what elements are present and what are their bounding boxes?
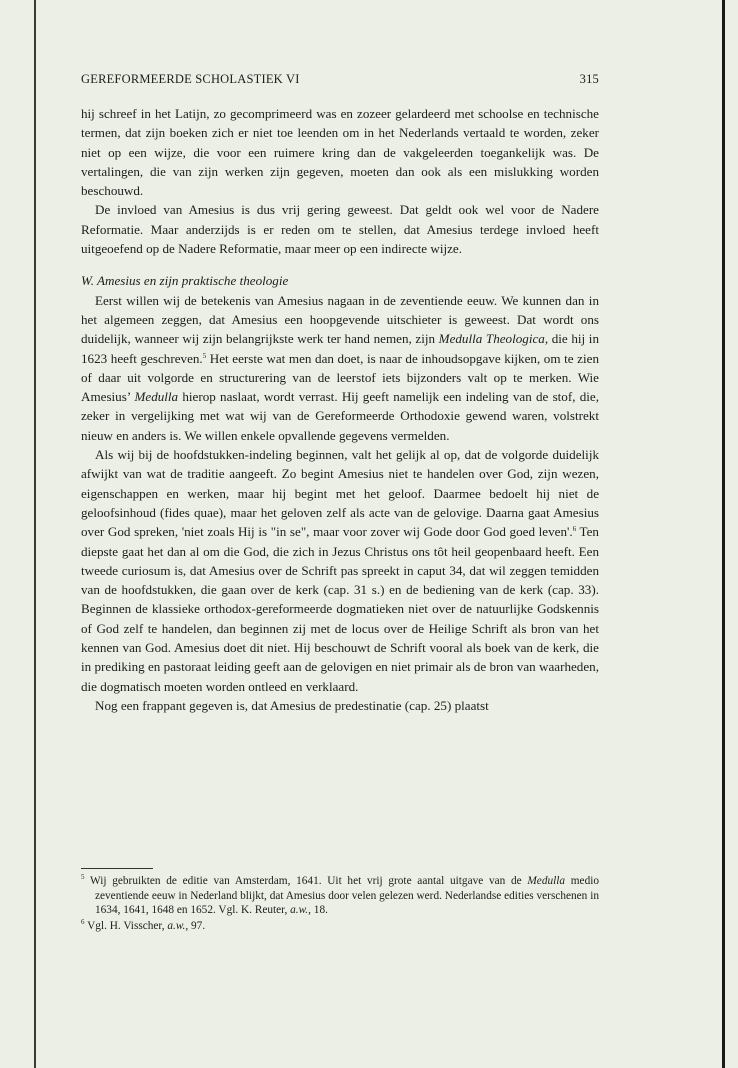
footnote-5-text-c: 18.	[310, 904, 328, 917]
footnote-6-text-a: Vgl. H. Visscher,	[87, 920, 168, 933]
footnote-5-text-a: Wij gebruikten de editie van Amsterdam, 1641. Uit het vrij grote aantal uitgave van de	[90, 875, 528, 887]
paragraph-3-text-d: hierop naslaat, wordt verrast. Hij geeft namelijk een indeling van de stof, die, zeker in vergelijking met wat wij van de Gereformeerde Orthodoxie gewend waren, volstrekt nieuw en anders is. We willen enkele opvallende gegevens vermelden.	[81, 389, 599, 443]
footnote-5-mark: 5	[81, 873, 85, 881]
book-title-medulla-theologica: Medulla Theologica,	[438, 331, 549, 347]
book-title-medulla: Medulla	[134, 389, 179, 405]
footnote-6-text-b: 97.	[188, 920, 206, 933]
paragraph-4-text-a: Als wij bij de hoofdstukken-indeling beginnen, valt het gelijk al op, dat de volgorde duidelijk afwijkt van wat de traditie aangeeft. Zo begint Amesius niet te handelen over God, zijn wezen, eigenschappen en werken, maar hij begint met het geloof. Daarmee bedoelt hij niet de geloofsinhoud (fides quae), maar het geloven zelf als acte van de gelovige. Daarna gaat Amesius over God spreken, 'niet zoals Hij is "in se", maar voor zover wij Gode door God goed leven'.	[81, 447, 599, 540]
paragraph-3-text-b: die hij in 1623 heeft geschreven.	[81, 331, 599, 366]
footnote-6-mark: 6	[81, 918, 85, 927]
footnote-6	[81, 919, 599, 934]
paragraph-3-text-c: Het eerste wat men dan doet, is naar de inhoudsopgave kijken, om te zien of daar uit volgorde en structurering van de leerstof iets bijzonders valt op te merken. Wie Amesius’	[81, 350, 599, 405]
paragraph-4	[81, 445, 599, 696]
paragraph-5: Nog een frappant gegeven is, dat Amesius de predestinatie (cap. 25) plaatst	[95, 697, 489, 713]
footnotes	[81, 874, 599, 934]
footnote-5	[81, 874, 599, 918]
footnote-5-text-b: medio zeventiende eeuw in Nederland blijkt, dat Amesius door velen gelezen werd. Nederlandse edities verschenen in 1634, 1641, 1648 en 1652. Vgl. K. Reuter,	[95, 875, 600, 917]
scan-right-edge	[722, 0, 725, 1068]
section-heading: W. Amesius en zijn praktische theologie	[81, 273, 289, 289]
scan-left-edge	[34, 0, 36, 1068]
paragraph-1: hij schreef in het Latijn, zo gecomprimeerd was en zozeer gelardeerd met schoolse en technische termen, dat zijn boeken zich er niet toe leenden om in het Nederlands vertaald te worden, zeker niet op een wijze, die voor een ruimere kring dan de vakgeleerden toegankelijk was. De vertalingen, die van zijn werken zijn gegeven, moeten dan ook als een mislukking worden beschouwd.	[81, 106, 599, 199]
page-number: 315	[579, 72, 599, 86]
footnote-5-ref: a.w.,	[290, 904, 311, 917]
paragraph-3	[81, 291, 599, 445]
paragraph-3-text-a: Eerst willen wij de betekenis van Amesius nagaan in de zeventiende eeuw. We kunnen dan in het algemeen zeggen, dat Amesius een hoopgevende uitschieter is geweest. Dat wordt ons duidelijk, wanneer wij zijn belangrijkste werk ter hand nemen, zijn	[81, 292, 599, 347]
footnote-5-title: Medulla	[527, 875, 566, 887]
running-title: GEREFORMEERDE SCHOLASTIEK VI	[81, 72, 300, 86]
book-page	[81, 0, 599, 1068]
footnote-ref-6: 6	[572, 525, 577, 534]
paragraph-4-text-b: Ten diepste gaat het dan al om die God, die zich in Jezus Christus ons tôt heil geopenbaard heeft. Een tweede curiosum is, dat Amesius over de Schrift pas spreekt in caput 34, dat wil zeggen temidden van de hoofdstukken, die gaan over de kerk (cap. 31 s.) en de bediening van de kerk (cap. 33). Beginnen de klassieke orthodox-gereformeerde dogmatieken niet over de natuurlijke Godskennis of God zelf te handelen, dan beginnen zij met de locus over de Heilige Schrift als bron van het kennen van God. Amesius doet dit niet. Hij beschouwt de Schrift vooral als boek van de kerk, die in prediking en pastoraat leiding geeft aan de gelovigen en niet primair als de bron van waarheden, die dogmatisch moeten worden ontleed en verklaard.	[81, 524, 599, 694]
body-text	[81, 104, 599, 715]
footnote-divider	[81, 868, 153, 869]
paragraph-2: De invloed van Amesius is dus vrij gering geweest. Dat geldt ook wel voor de Nadere Reformatie. Maar anderzijds is er reden om te stellen, dat Amesius terdege invloed heeft uitgeoefend op de Nadere Reformatie, maar meer op een indirecte wijze.	[81, 202, 599, 257]
footnote-ref-5: 5	[202, 351, 207, 360]
footnote-6-ref: a.w.,	[167, 920, 189, 933]
